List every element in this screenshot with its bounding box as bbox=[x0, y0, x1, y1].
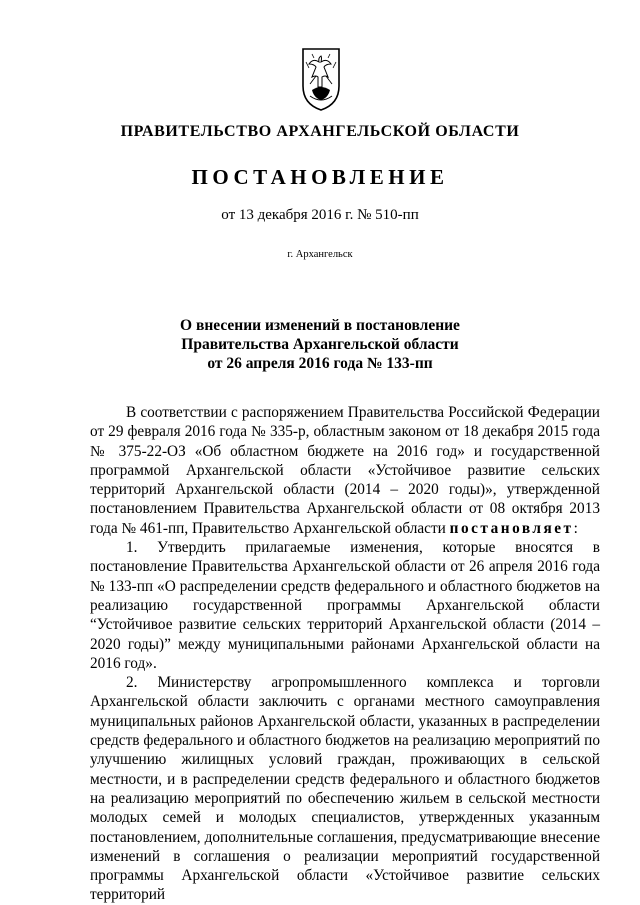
paragraph-item-2: 2. Министерству агропромышленного комплекса и торговли Архангельской области заключить с органами местного самоуправления муниципальных районов Архангельской области, указанных в распределении средств федерального и областного бюджетов на реализацию мероприятий по улучшению жилищных условий граждан, проживающих в сельской местности, и в распределении средств федерального и областного бюджетов на реализацию мероприятий по обеспечению жильем в сельской местности молодых семей и молодых специалистов, утвержденных указанным постановлением, дополнительные соглашения, предусматривающие внесение изменений в соглашения о реализации мероприятий государственной программы Архангельской области «Устойчивое развитие сельских территорий bbox=[90, 674, 600, 904]
government-name: ПРАВИТЕЛЬСТВО АРХАНГЕЛЬСКОЙ ОБЛАСТИ bbox=[120, 123, 520, 140]
coat-of-arms-emblem bbox=[300, 46, 342, 112]
preamble-end: : bbox=[573, 519, 578, 537]
document-type-title: ПОСТАНОВЛЕНИЕ bbox=[191, 165, 449, 189]
document-subject bbox=[0, 316, 640, 373]
subject-line-3: от 26 апреля 2016 года № 133-пп bbox=[207, 355, 433, 372]
city-name: г. Архангельск bbox=[287, 249, 353, 260]
document-body bbox=[90, 403, 600, 905]
subject-line-2: Правительства Архангельской области bbox=[181, 336, 459, 353]
date-and-number: от 13 декабря 2016 г. № 510-пп bbox=[221, 207, 419, 223]
paragraph-item-1: 1. Утвердить прилагаемые изменения, которые вносятся в постановление Правительства Архангельской области от 26 апреля 2016 года № 133-пп «О распределении средств федерального и областного бюджетов на реализацию государственной программы Архангельской области “Устойчивое развитие сельских территорий Архангельской области (2014 – 2020 годы)” между муниципальными районами Архангельской области на 2016 год». bbox=[90, 539, 600, 672]
preamble-text: В соответствии с распоряжением Правительства Российской Федерации от 29 февраля 2016 года № 335-р, областным законом от 18 декабря 2015 года № 375-22-ОЗ «Об областном бюджете на 2016 год» и государственной программой Архангельской области «Устойчивое развитие сельских территорий Архангельской области (2014 – 2020 годы)», утвержденной постановлением Правительства Архангельской области от 08 октября 2013 года № 461-пп, Правительство Архангельской области bbox=[90, 404, 600, 537]
subject-line-1: О внесении изменений в постановление bbox=[180, 317, 460, 334]
decree-keyword: постановляет bbox=[449, 519, 574, 537]
paragraph-preamble bbox=[90, 403, 600, 538]
